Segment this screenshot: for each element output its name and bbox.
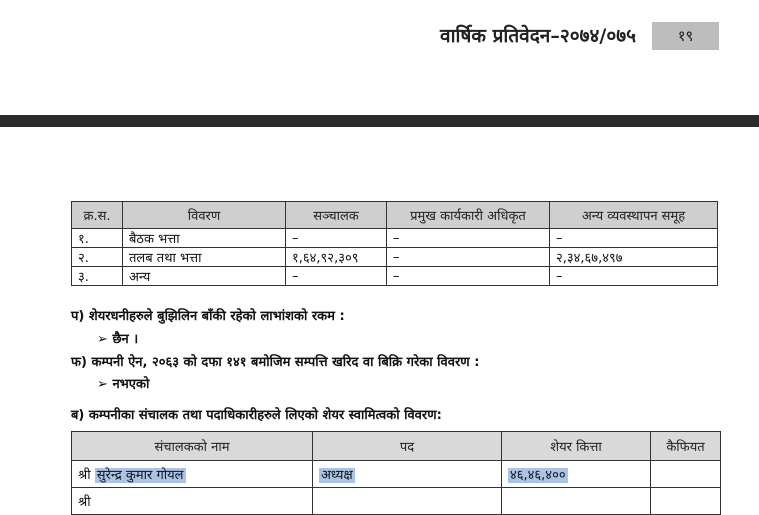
cell: बैठक भत्ता [123,229,286,248]
table-header-row [72,202,718,229]
cell: १. [72,229,123,248]
name-prefix: श्री [78,495,91,510]
col-remarks: कैफियत [651,432,721,461]
cell-shares [502,488,651,515]
name-prefix: श्री [78,468,91,483]
cell: – [286,229,387,248]
table-row [72,229,718,248]
arrow-bullet-icon: ➢ [97,332,108,347]
director-name: सुरेन्द्र कुमार गोयल [96,468,184,483]
table-row [72,248,718,267]
post-text: अध्यक्ष [321,468,353,483]
cell: – [550,229,718,248]
cell-name [72,461,313,488]
cell: २,३४,६७,४९७ [550,248,718,267]
page-number-box [652,22,719,50]
col-other-management: अन्य व्यवस्थापन समूह [550,202,718,229]
cell-name [72,488,313,515]
section-pha-bullet [97,374,149,392]
col-director: सञ्चालक [286,202,387,229]
remuneration-table [71,201,718,286]
cell: – [286,267,387,286]
header-divider-band [0,115,759,127]
cell: ३. [72,267,123,286]
report-header-title: वार्षिक प्रतिवेदन–२०७४/०७५ [440,25,636,47]
cell: – [387,229,550,248]
cell: अन्य [123,267,286,286]
arrow-bullet-icon: ➢ [97,377,108,392]
col-director-name: संचालकको नाम [72,432,313,461]
table-row [72,267,718,286]
shares-text: ४६,४६,४०० [510,468,566,483]
section-pa-bullet [97,329,138,347]
shareholding-table [71,431,721,515]
section-pa-heading: प) शेयरधनीहरुले बुझिलिन बाँकी रहेको लाभांशको रकम : [71,309,345,324]
col-description: विवरण [123,202,286,229]
cell: १,६४,९२,३०९ [286,248,387,267]
page-number: १९ [677,27,694,45]
cell: – [387,248,550,267]
col-post: पद [313,432,502,461]
section-pha-bullet-text: नभएको [112,377,150,392]
cell-remarks [651,488,721,515]
cell: तलब तथा भत्ता [123,248,286,267]
cell: २. [72,248,123,267]
table-header-row [72,432,721,461]
cell: – [387,267,550,286]
section-pha-heading: फ) कम्पनी ऐन, २०६३ को दफा १४१ बमोजिम सम्पत्ति खरिद वा बिक्रि गरेका विवरण : [71,355,480,370]
section-ba-heading: ब) कम्पनीका संचालक तथा पदाधिकारीहरुले लिएको शेयर स्वामित्वको विवरण: [71,408,442,423]
col-serial: क्र.स. [72,202,123,229]
table-row [72,488,721,515]
col-share-count: शेयर कित्ता [502,432,651,461]
table-row [72,461,721,488]
cell-shares [502,461,651,488]
cell-remarks [651,461,721,488]
cell: – [550,267,718,286]
cell-post [313,461,502,488]
col-ceo: प्रमुख कार्यकारी अधिकृत [387,202,550,229]
section-pa-bullet-text: छैन । [112,332,139,347]
cell-post [313,488,502,515]
